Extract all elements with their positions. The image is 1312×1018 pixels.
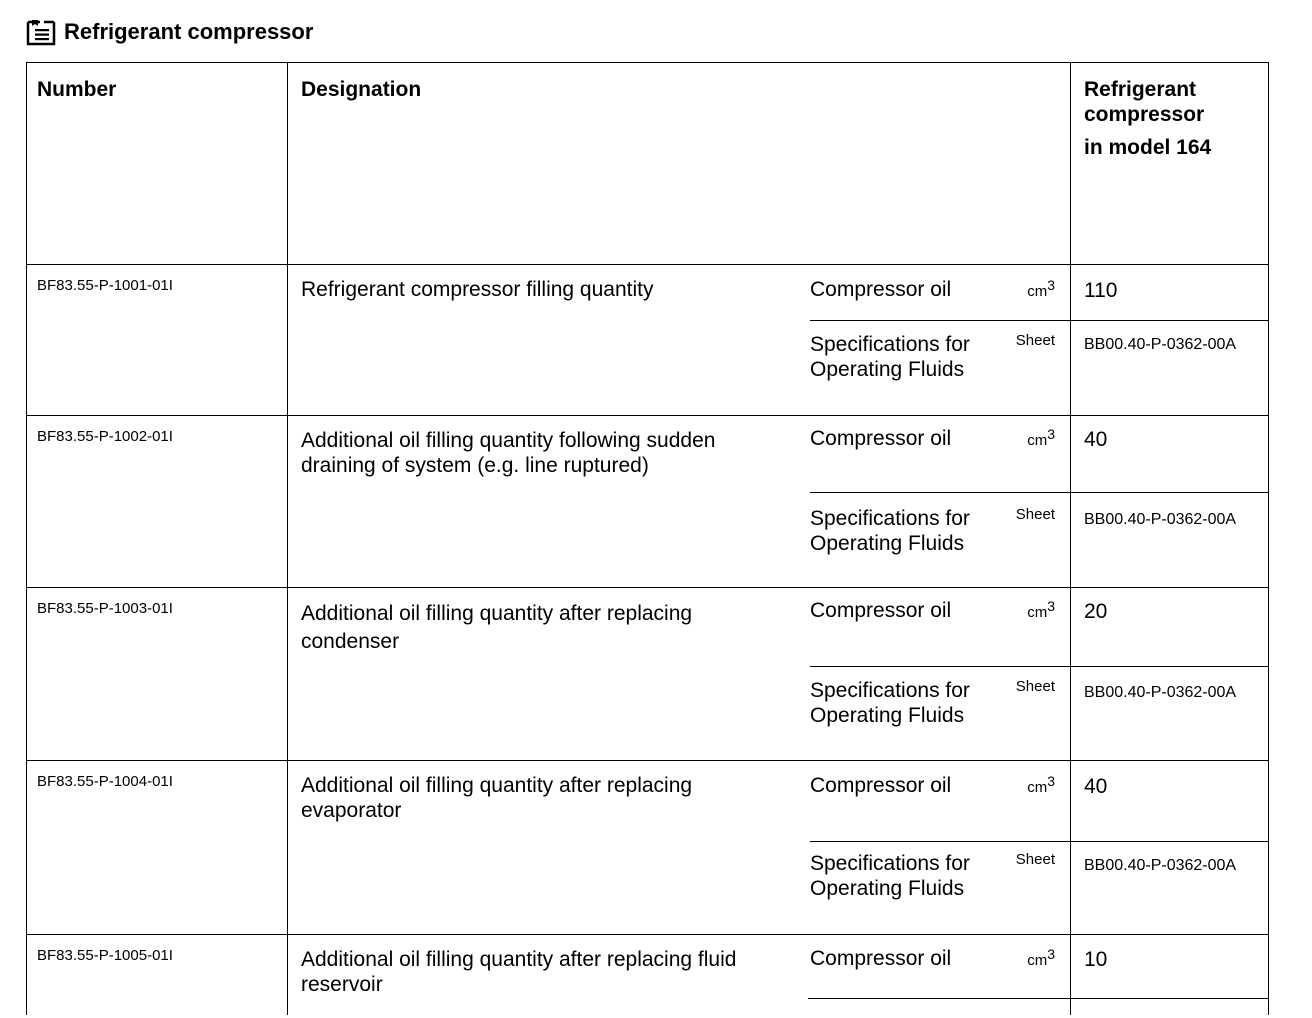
- row-designation: Additional oil filling quantity after replacing fluid reservoir Compressor oil $cm^3$: [288, 935, 1071, 1015]
- spec-value: BB00.40-P-0362-00A: [1084, 511, 1237, 528]
- spec-label: Specifications for Operating Fluids: [810, 679, 970, 727]
- oil-value: 20: [1084, 600, 1108, 623]
- oil-unit: $cm^3$: [1027, 426, 1055, 449]
- header-number: Number: [27, 63, 288, 265]
- spec-unit: Sheet: [1015, 851, 1055, 868]
- oil-unit: $cm^3$: [1027, 598, 1055, 621]
- bottom-divider: [808, 998, 1268, 999]
- spec-value: BB00.40-P-0362-00A: [1084, 336, 1237, 353]
- header-designation: Designation: [288, 63, 1071, 265]
- row-designation: Additional oil filling quantity after replacing evaporator Compressor oil $cm^3$ Specifications for Operating Fluids Sheet: [288, 761, 1071, 935]
- table-row: [27, 416, 1269, 588]
- refrigerant-compressor-table: [26, 62, 1269, 1015]
- row-number: BF83.55-P-1005-01I: [27, 935, 288, 1015]
- oil-unit: $cm^3$: [1027, 773, 1055, 796]
- table-row: [27, 265, 1269, 416]
- table-row: [27, 761, 1269, 935]
- row-designation: Additional oil filling quantity following sudden draining of system (e.g. line ruptured) Compressor oil $cm^3$ Specifications for Operating Fluids Sheet: [288, 416, 1071, 588]
- oil-label: Compressor oil: [810, 774, 952, 797]
- row-values: [1071, 265, 1269, 416]
- oil-label: Compressor oil: [810, 947, 952, 970]
- spec-unit: Sheet: [1015, 332, 1055, 349]
- row-values: [1071, 761, 1269, 935]
- spec-unit: Sheet: [1015, 678, 1055, 695]
- oil-value: 10: [1084, 948, 1108, 971]
- row-designation: Additional oil filling quantity after replacing condenser Compressor oil $cm^3$ Specifications for Operating Fluids Sheet: [288, 588, 1071, 761]
- document-manual-icon: [26, 18, 56, 46]
- spec-value: BB00.40-P-0362-00A: [1084, 857, 1237, 874]
- table-row: [27, 935, 1269, 1015]
- oil-value: 40: [1084, 775, 1108, 798]
- spec-unit: Sheet: [1015, 506, 1055, 523]
- oil-value: 40: [1084, 428, 1108, 451]
- oil-unit: $cm^3$: [1027, 946, 1055, 969]
- row-values: [1071, 588, 1269, 761]
- subrow-divider: [810, 841, 1070, 842]
- row-number: BF83.55-P-1003-01I: [27, 588, 288, 761]
- row-number: BF83.55-P-1001-01I: [27, 265, 288, 416]
- row-number: BF83.55-P-1004-01I: [27, 761, 288, 935]
- row-designation: Refrigerant compressor filling quantity Compressor oil $cm^3$ Specifications for Operating Fluids Sheet: [288, 265, 1071, 416]
- row-number: BF83.55-P-1002-01I: [27, 416, 288, 588]
- subrow-divider: [810, 492, 1070, 493]
- page-header: [26, 16, 313, 48]
- subrow-divider: [810, 666, 1070, 667]
- spec-label: Specifications for Operating Fluids: [810, 333, 970, 381]
- oil-value: 110: [1084, 279, 1118, 302]
- spec-label: Specifications for Operating Fluids: [810, 507, 970, 555]
- header-model: Refrigerant compressor in model 164: [1071, 63, 1269, 265]
- subrow-divider: [810, 320, 1070, 321]
- spec-value: BB00.40-P-0362-00A: [1084, 684, 1237, 701]
- row-values: [1071, 416, 1269, 588]
- oil-label: Compressor oil: [810, 278, 952, 301]
- spec-label: Specifications for Operating Fluids: [810, 852, 970, 900]
- oil-label: Compressor oil: [810, 427, 952, 450]
- page-title: Refrigerant compressor: [64, 19, 314, 44]
- header-row: [27, 63, 1269, 265]
- table-row: [27, 588, 1269, 761]
- row-values: [1071, 935, 1269, 1015]
- oil-unit: $cm^3$: [1027, 277, 1055, 300]
- oil-label: Compressor oil: [810, 599, 952, 622]
